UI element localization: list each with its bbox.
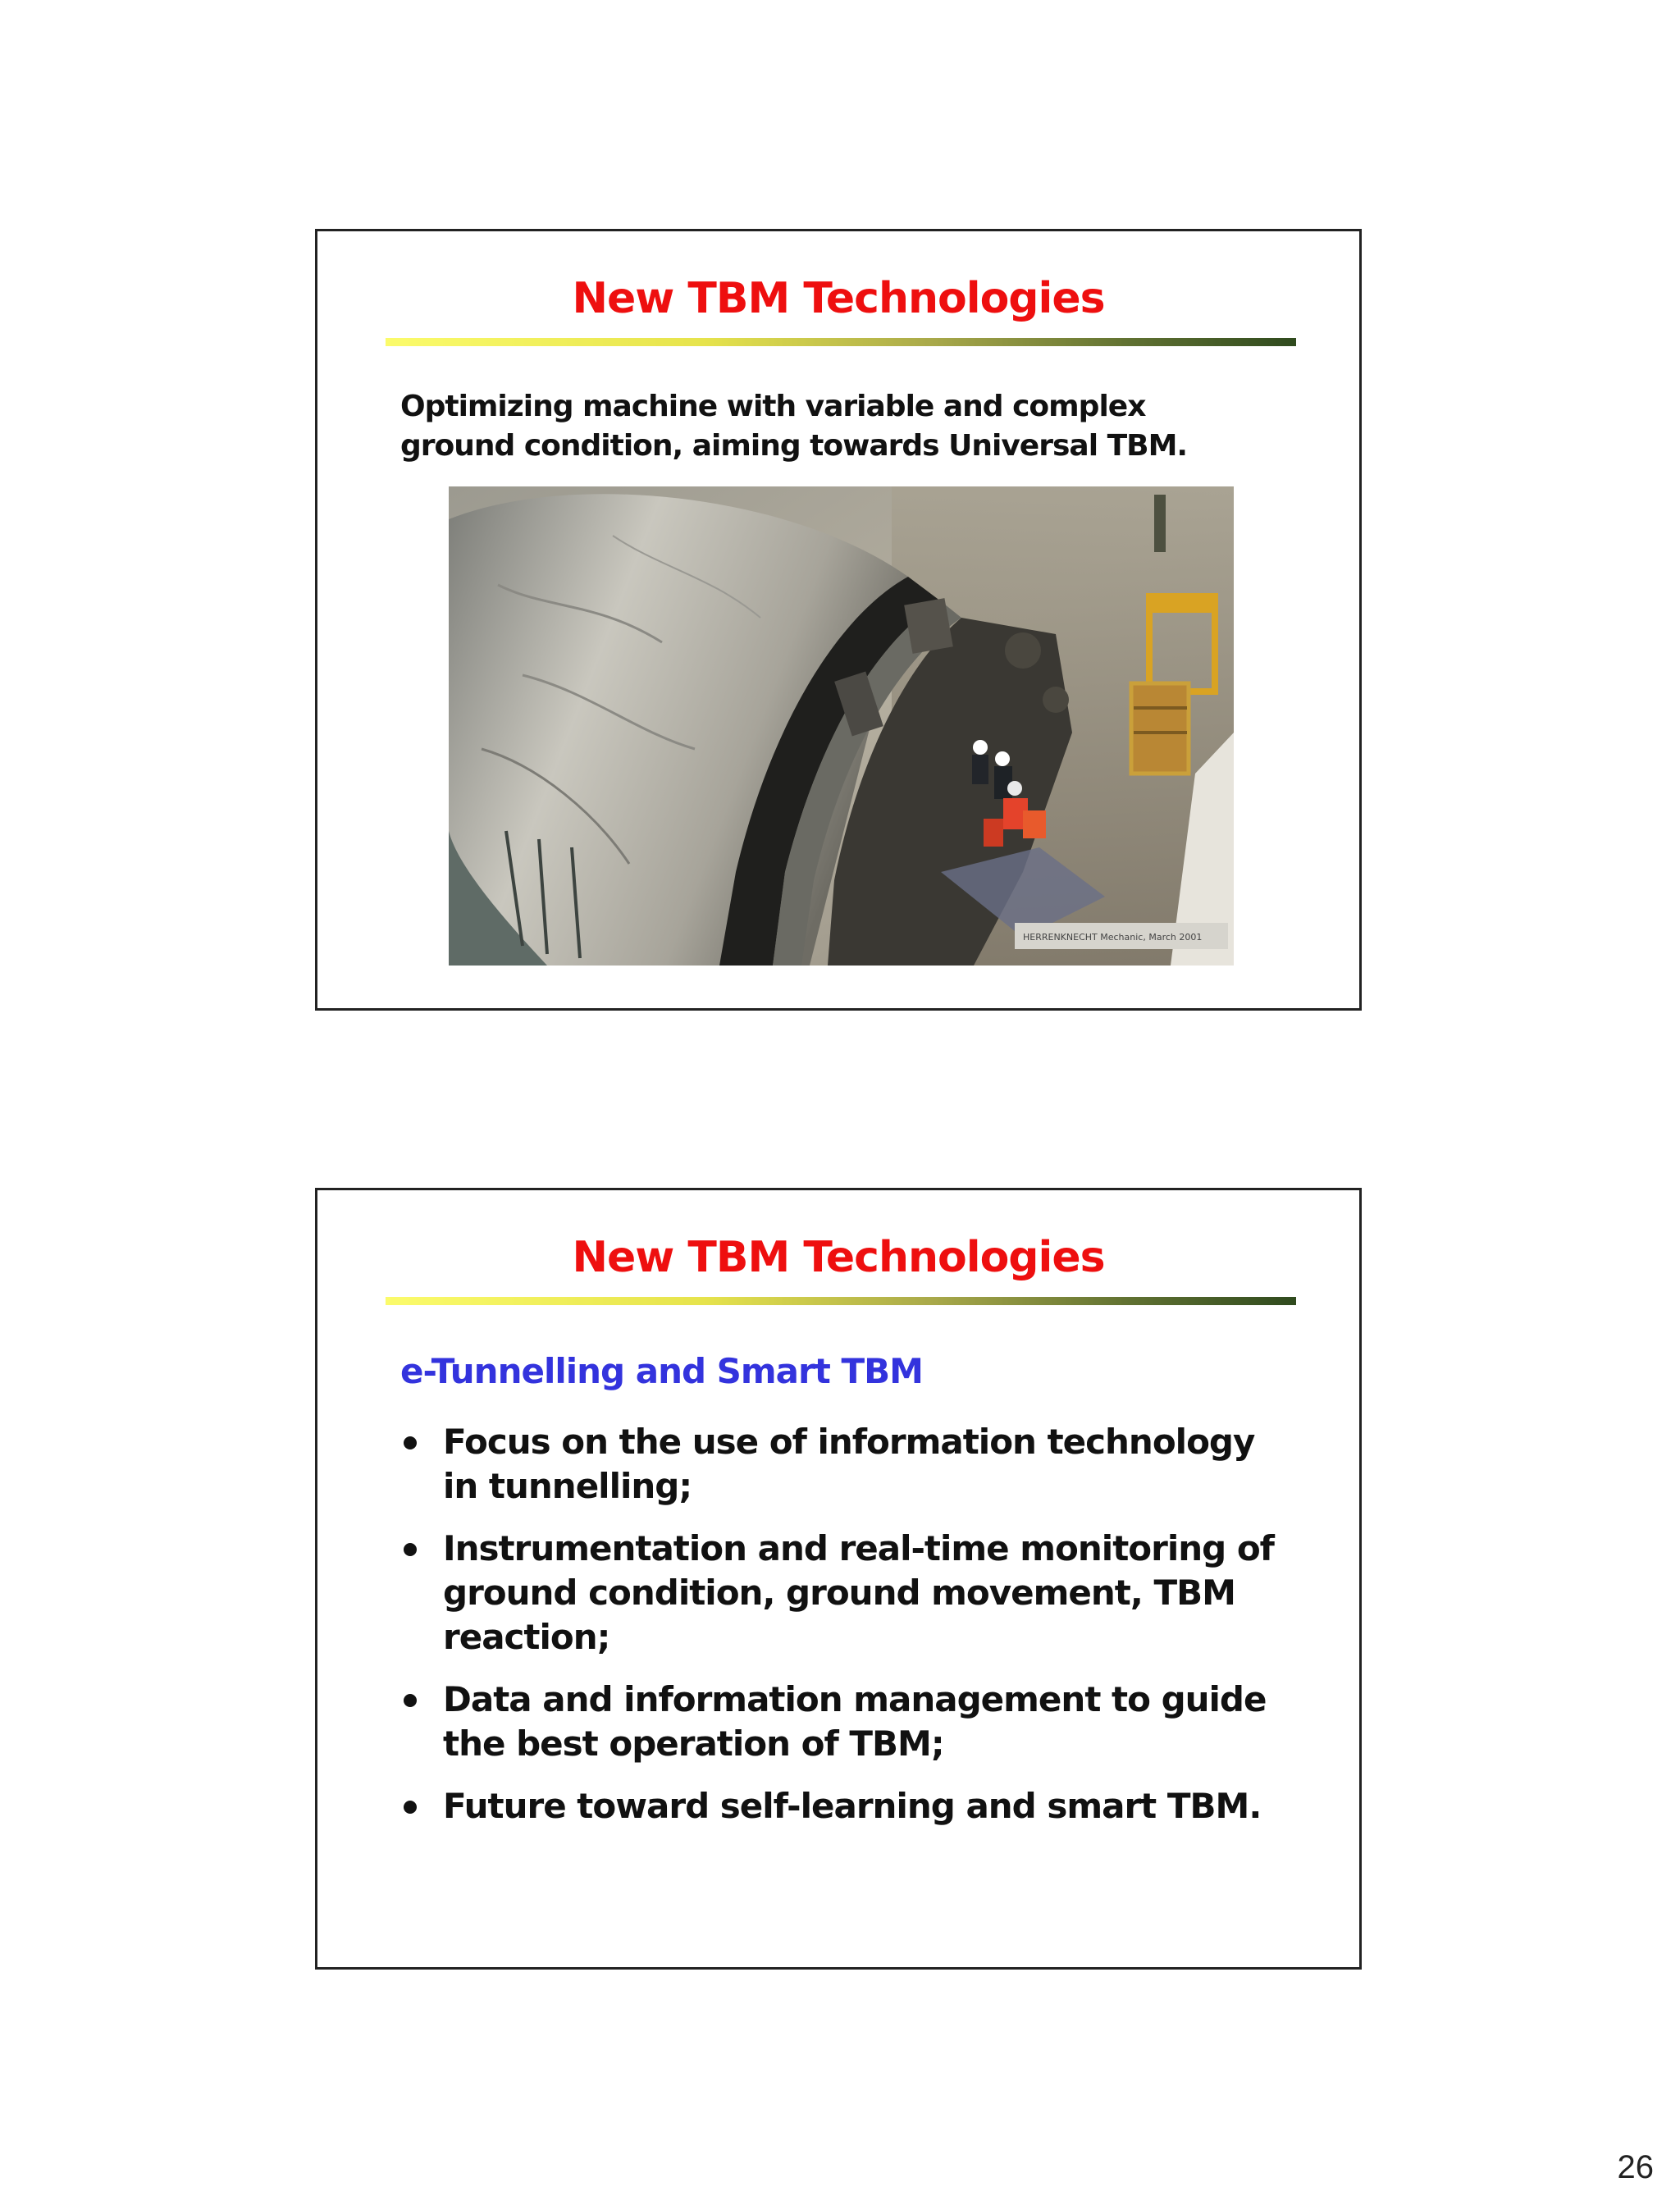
page-number: 26 [1617,2149,1654,2185]
title-underline [386,338,1296,346]
bullet-item: Data and information management to guide the best operation of TBM; [400,1678,1278,1766]
bullet-icon [404,1694,417,1707]
slide-title: New TBM Technologies [572,274,1105,323]
bullet-icon [404,1436,417,1449]
bullet-icon [404,1543,417,1556]
tbm-photo [449,486,1234,966]
slide-title: New TBM Technologies [572,1233,1105,1282]
bullet-item: Instrumentation and real-time monitoring of ground condition, ground movement, TBM reaction; [400,1527,1278,1659]
bullet-item: Future toward self-learning and smart TBM. [400,1784,1278,1828]
bullet-list [400,1420,1278,1847]
slide-1 [315,229,1362,1011]
bullet-item: Focus on the use of information technology in tunnelling; [400,1420,1278,1509]
slide-subheading: e-Tunnelling and Smart TBM [400,1351,923,1391]
title-underline [386,1297,1296,1305]
photo-caption: HERRENKNECHT Mechanic, March 2001 [1023,932,1203,943]
slide-body-text: Optimizing machine with variable and complex ground condition, aiming towards Universal TBM. [400,390,1188,463]
bullet-icon [404,1801,417,1814]
slide-2 [315,1188,1362,1970]
